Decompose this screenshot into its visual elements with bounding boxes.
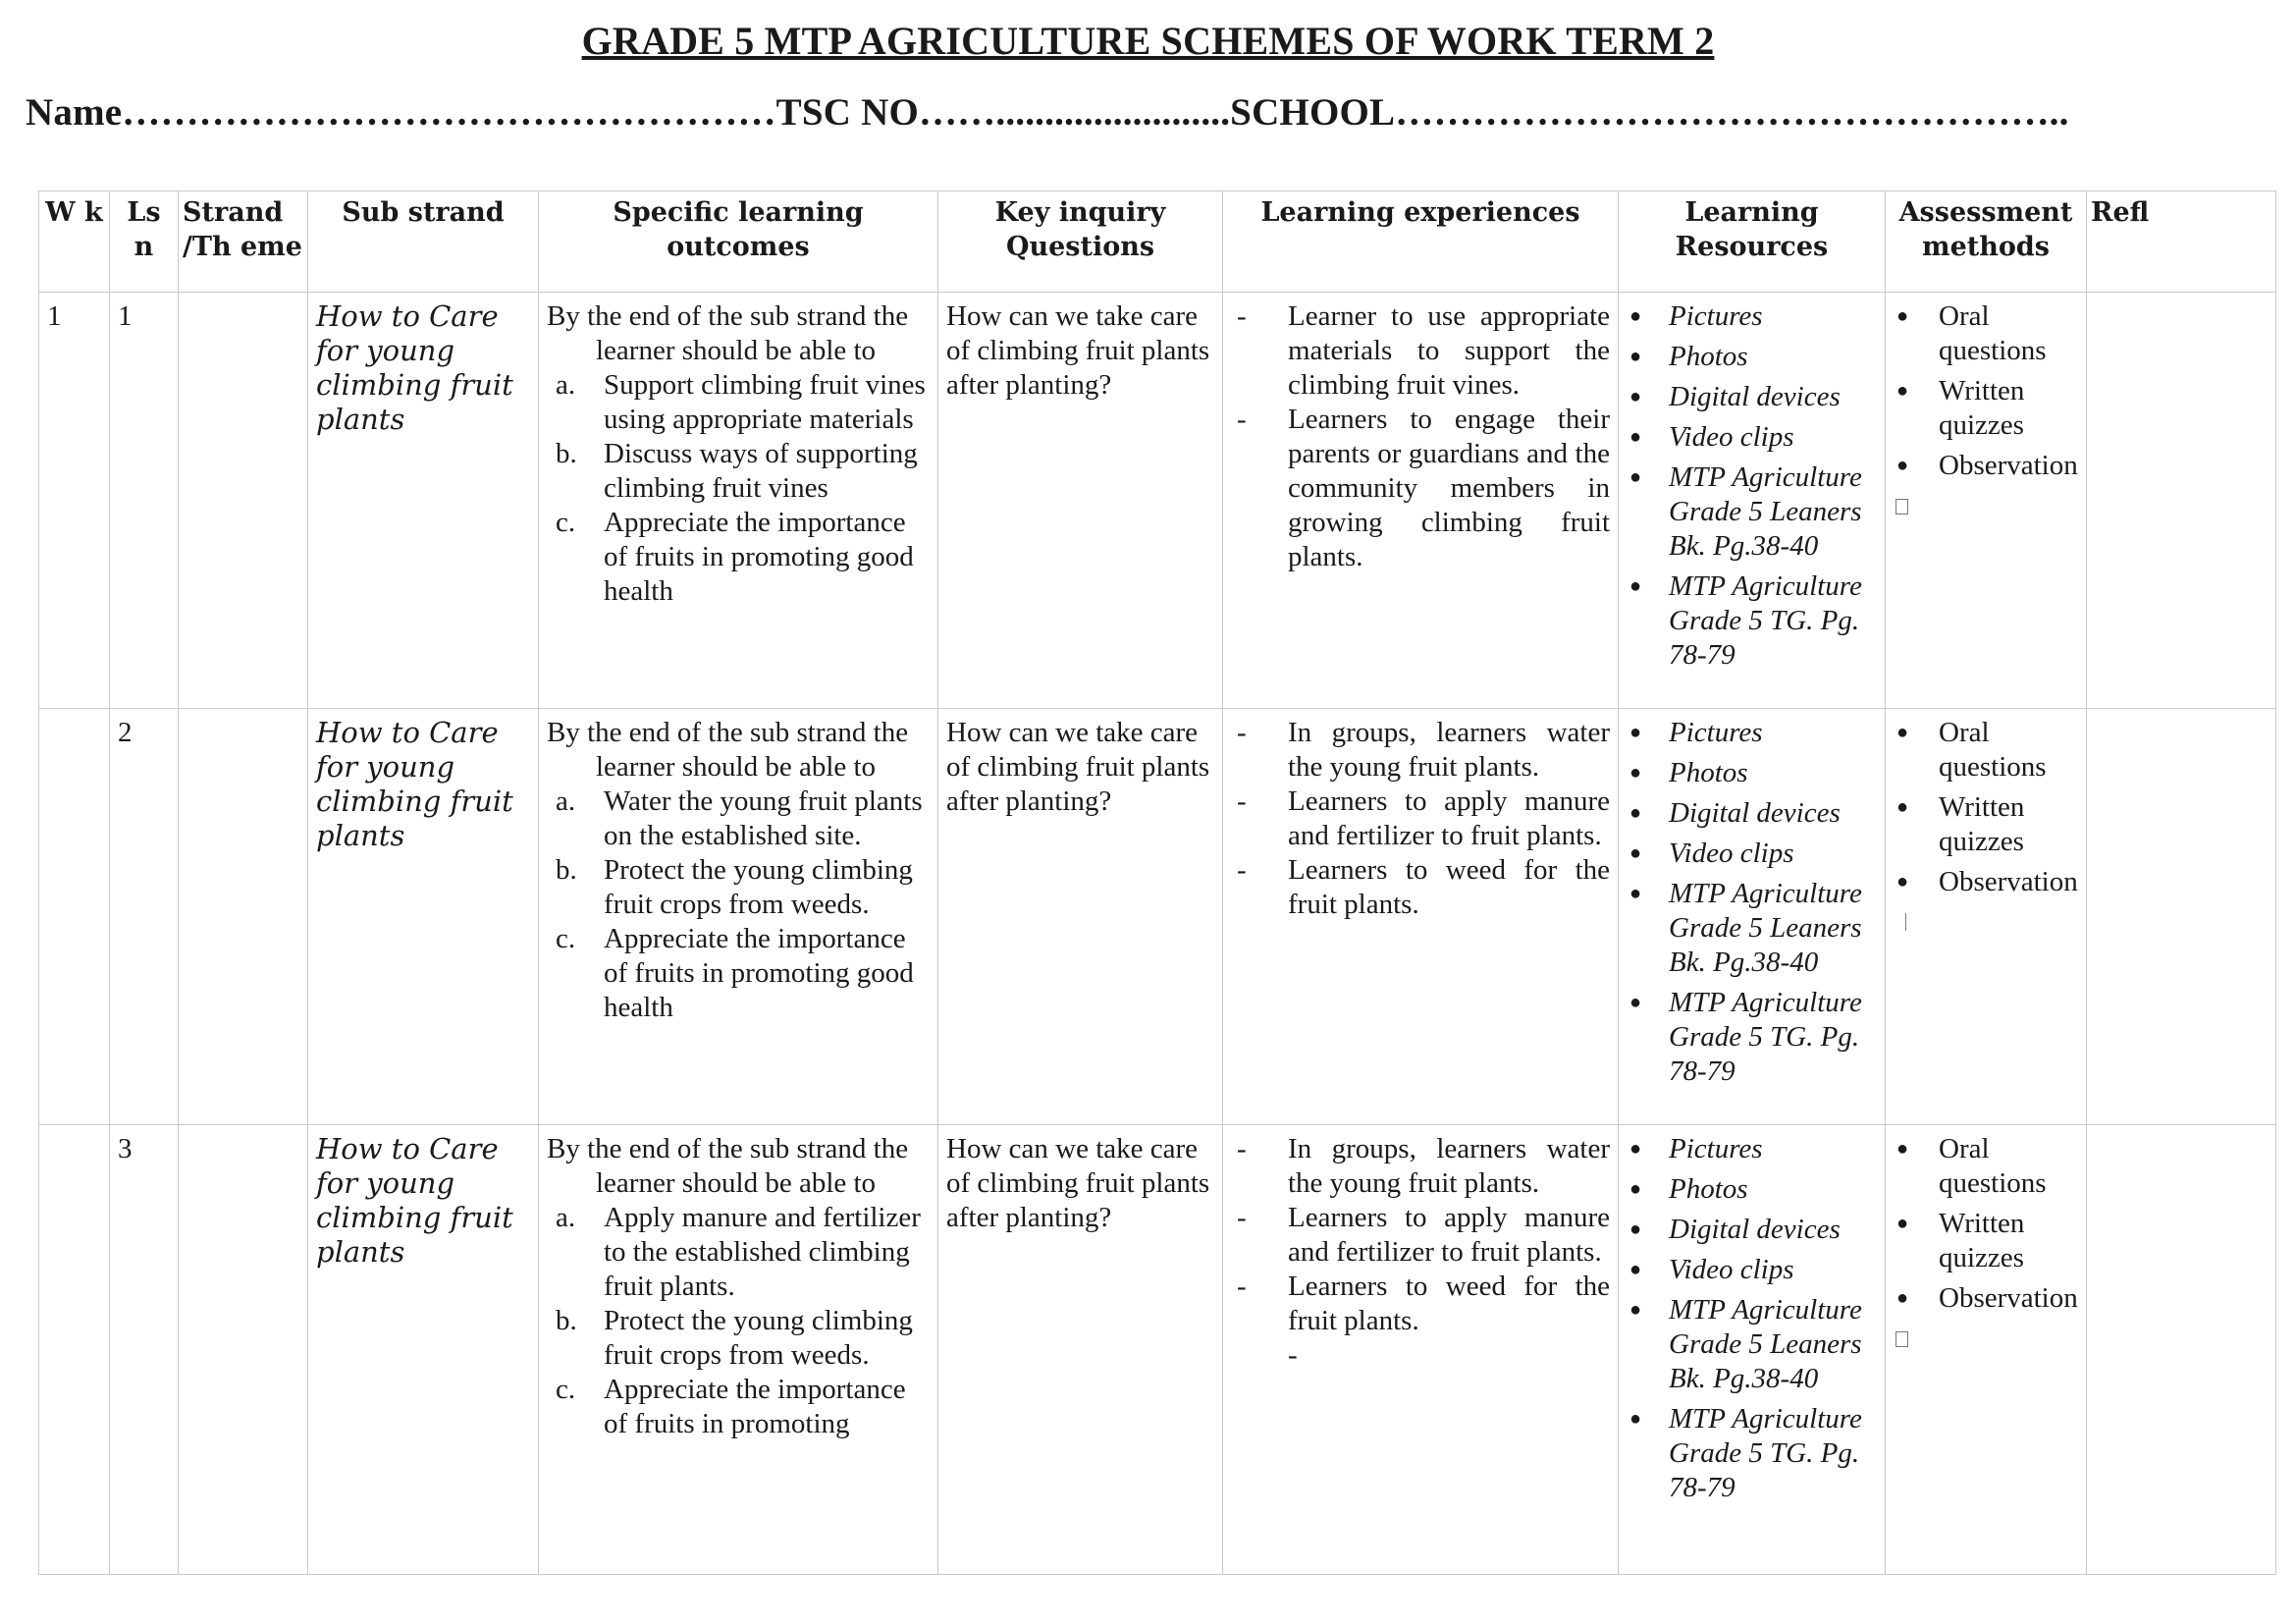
dash-marker: -: [1237, 404, 1247, 435]
resource-text: MTP Agriculture Grade 5 TG. Pg. 78-79: [1669, 570, 1862, 671]
page-title: GRADE 5 MTP AGRICULTURE SCHEMES OF WORK TERM 2: [581, 19, 1715, 63]
resource-text: Pictures: [1669, 717, 1763, 748]
assessment-item: [1894, 299, 2078, 368]
outcome-item: [547, 368, 930, 437]
header-sub-strand: Sub strand: [308, 191, 539, 293]
outcome-intro: By the end of the sub strand the learner should be able to: [547, 1133, 909, 1199]
header-strand: Strand /Th eme: [179, 191, 308, 293]
lesson-row: [39, 1125, 2276, 1575]
strand-cell: [179, 709, 308, 1125]
bullet-icon: ●: [1629, 1218, 1642, 1240]
checkbox-icon: [1896, 499, 1908, 514]
outcome-intro: By the end of the sub strand the learner should be able to: [547, 300, 909, 366]
header-reflection: Refl: [2087, 191, 2276, 293]
outcome-marker: c.: [556, 1374, 576, 1405]
assessment-item: [1894, 790, 2078, 859]
resource-item: [1627, 1132, 1877, 1166]
teacher-details-line: Name……………………………………………TSC NO……........................SCHOOL……………………………………………..: [26, 91, 2069, 134]
resource-text: Photos: [1669, 1173, 1748, 1205]
resource-text: MTP Agriculture Grade 5 TG. Pg. 78-79: [1669, 987, 1862, 1087]
bullet-icon: ●: [1629, 346, 1642, 367]
assessment-text: Written quizzes: [1939, 375, 2025, 441]
reflection-cell: [2087, 709, 2276, 1125]
outcome-text: Water the young fruit plants on the established site.: [604, 785, 923, 851]
experience-text: In groups, learners water the young fruit plants.: [1288, 1133, 1610, 1199]
empty-bullet-mark: [1894, 905, 2078, 940]
learning-resources-cell: [1619, 293, 1886, 709]
week-cell: 1: [39, 293, 110, 709]
assessment-text: Oral questions: [1939, 300, 2047, 366]
bullet-icon: ●: [1896, 1287, 1909, 1309]
bullet-icon: ●: [1896, 1138, 1909, 1160]
outcome-item: [547, 785, 930, 853]
lesson-cell: 1: [110, 293, 179, 709]
header-learning-resources: Learning Resources: [1619, 191, 1886, 293]
outcome-list: [547, 785, 930, 1025]
bullet-icon: ●: [1629, 1299, 1642, 1321]
bullet-icon: ●: [1629, 802, 1642, 824]
resource-text: MTP Agriculture Grade 5 Leaners Bk. Pg.38-40: [1669, 461, 1862, 562]
outcome-marker: a.: [556, 369, 576, 401]
outcome-list: [547, 1201, 930, 1441]
resource-text: Photos: [1669, 341, 1748, 372]
dash-marker: -: [1288, 1339, 1298, 1371]
assessment-text: Observation: [1939, 450, 2078, 481]
bullet-icon: ●: [1896, 871, 1909, 893]
empty-bullet-mark: [1894, 489, 2078, 523]
assessment-item: [1894, 449, 2078, 483]
outcome-text: Appreciate the importance of fruits in promoting good health: [604, 923, 914, 1023]
specific-outcomes-cell: [539, 1125, 938, 1575]
outcome-marker: a.: [556, 1202, 576, 1233]
outcome-text: Appreciate the importance of fruits in promoting: [604, 1374, 906, 1439]
resource-item: [1627, 1253, 1877, 1287]
learning-resources-cell: [1619, 709, 1886, 1125]
experience-item: [1231, 403, 1610, 574]
sub-strand-cell: How to Care for young climbing fruit plants: [308, 293, 539, 709]
resource-item: [1627, 1213, 1877, 1247]
assessment-methods-cell: [1886, 293, 2087, 709]
resource-item: [1627, 716, 1877, 750]
experience-list: [1231, 1132, 1610, 1373]
experience-item: [1231, 1132, 1610, 1201]
assessment-item: [1894, 716, 2078, 785]
experience-list: [1231, 716, 1610, 922]
resource-text: Video clips: [1669, 421, 1794, 453]
resource-list: [1627, 299, 1877, 673]
header-lesson: Ls n: [110, 191, 179, 293]
bullet-icon: ●: [1629, 1138, 1642, 1160]
experience-text: Learners to apply manure and fertilizer to fruit plants.: [1288, 1202, 1610, 1268]
outcome-marker: c.: [556, 923, 576, 954]
bullet-icon: ●: [1629, 1259, 1642, 1280]
experience-text: Learner to use appropriate materials to support the climbing fruit vines.: [1288, 300, 1610, 401]
lesson-row: [39, 709, 2276, 1125]
dash-marker: -: [1237, 854, 1247, 886]
outcome-list: [547, 368, 930, 609]
experience-item: [1231, 299, 1610, 403]
assessment-item: [1894, 865, 2078, 899]
experience-item: [1231, 1338, 1610, 1373]
bullet-icon: ●: [1896, 455, 1909, 476]
outcome-item: [547, 1304, 930, 1373]
assessment-text: Written quizzes: [1939, 1208, 2025, 1273]
specific-outcomes-cell: [539, 293, 938, 709]
assessment-item: [1894, 1207, 2078, 1275]
bar-mark-icon: [1905, 913, 1906, 931]
dash-marker: -: [1237, 1202, 1247, 1233]
outcome-item: [547, 437, 930, 506]
assessment-methods-cell: [1886, 1125, 2087, 1575]
experience-text: Learners to apply manure and fertilizer to fruit plants.: [1288, 785, 1610, 851]
learning-experiences-cell: [1223, 1125, 1619, 1575]
outcome-item: [547, 1373, 930, 1441]
outcome-item: [547, 506, 930, 609]
resource-list: [1627, 1132, 1877, 1505]
key-inquiry-cell: How can we take care of climbing fruit plants after planting?: [938, 709, 1223, 1125]
assessment-text: Observation: [1939, 1282, 2078, 1314]
resource-item: [1627, 837, 1877, 871]
outcome-marker: a.: [556, 785, 576, 817]
bullet-icon: ●: [1629, 1408, 1642, 1430]
experience-item: [1231, 1270, 1610, 1338]
resource-item: [1627, 380, 1877, 414]
resource-item: [1627, 986, 1877, 1089]
assessment-methods-cell: [1886, 709, 2087, 1125]
assessment-text: Oral questions: [1939, 1133, 2047, 1199]
resource-item: [1627, 420, 1877, 455]
outcome-text: Discuss ways of supporting climbing fruit vines: [604, 438, 918, 504]
bullet-icon: ●: [1629, 305, 1642, 327]
lesson-cell: 2: [110, 709, 179, 1125]
outcome-text: Appreciate the importance of fruits in promoting good health: [604, 507, 914, 607]
outcome-marker: c.: [556, 507, 576, 538]
assessment-item: [1894, 1132, 2078, 1201]
sub-strand-cell: How to Care for young climbing fruit plants: [308, 709, 539, 1125]
bullet-icon: ●: [1896, 380, 1909, 402]
outcome-item: [547, 1201, 930, 1304]
outcome-item: [547, 853, 930, 922]
outcome-item: [547, 922, 930, 1025]
resource-text: Digital devices: [1669, 797, 1841, 829]
checkbox-icon: [1896, 1331, 1908, 1347]
resource-text: MTP Agriculture Grade 5 Leaners Bk. Pg.38-40: [1669, 878, 1862, 978]
experience-list: [1231, 299, 1610, 574]
reflection-cell: [2087, 293, 2276, 709]
resource-item: [1627, 1402, 1877, 1505]
resource-text: Digital devices: [1669, 1214, 1841, 1245]
header-row: [39, 191, 2276, 293]
resource-item: [1627, 1172, 1877, 1207]
dash-marker: -: [1237, 717, 1247, 748]
bullet-icon: ●: [1629, 762, 1642, 784]
experience-item: [1231, 853, 1610, 922]
bullet-icon: ●: [1629, 883, 1642, 904]
experience-text: Learners to weed for the fruit plants.: [1288, 1271, 1610, 1336]
week-cell: [39, 709, 110, 1125]
resource-item: [1627, 460, 1877, 564]
sub-strand-cell: How to Care for young climbing fruit plants: [308, 1125, 539, 1575]
experience-text: In groups, learners water the young fruit plants.: [1288, 717, 1610, 783]
outcome-text: Support climbing fruit vines using appropriate materials: [604, 369, 926, 435]
specific-outcomes-cell: [539, 709, 938, 1125]
resource-text: Video clips: [1669, 1254, 1794, 1285]
outcome-marker: b.: [556, 854, 577, 886]
assessment-list: [1894, 716, 2078, 940]
assessment-text: Observation: [1939, 866, 2078, 897]
empty-bullet-mark: [1894, 1322, 2078, 1356]
resource-text: Pictures: [1669, 1133, 1763, 1164]
lesson-cell: 3: [110, 1125, 179, 1575]
header-learning-experiences: Learning experiences: [1223, 191, 1619, 293]
experience-item: [1231, 716, 1610, 785]
dash-marker: -: [1237, 300, 1247, 332]
outcome-intro: By the end of the sub strand the learner should be able to: [547, 717, 909, 783]
bullet-icon: ●: [1629, 466, 1642, 488]
resource-item: [1627, 756, 1877, 790]
learning-experiences-cell: [1223, 709, 1619, 1125]
resource-text: Digital devices: [1669, 381, 1841, 412]
resource-item: [1627, 1293, 1877, 1396]
resource-item: [1627, 569, 1877, 673]
lesson-row: [39, 293, 2276, 709]
resource-item: [1627, 299, 1877, 334]
learning-resources-cell: [1619, 1125, 1886, 1575]
assessment-list: [1894, 1132, 2078, 1356]
experience-item: [1231, 785, 1610, 853]
week-cell: [39, 1125, 110, 1575]
resource-list: [1627, 716, 1877, 1089]
header-week: W k: [39, 191, 110, 293]
dash-marker: -: [1237, 785, 1247, 817]
outcome-marker: b.: [556, 1305, 577, 1336]
bullet-icon: ●: [1629, 842, 1642, 864]
strand-cell: [179, 1125, 308, 1575]
resource-text: MTP Agriculture Grade 5 TG. Pg. 78-79: [1669, 1403, 1862, 1503]
assessment-item: [1894, 374, 2078, 443]
assessment-item: [1894, 1281, 2078, 1316]
resource-text: MTP Agriculture Grade 5 Leaners Bk. Pg.38-40: [1669, 1294, 1862, 1394]
outcome-text: Protect the young climbing fruit crops from weeds.: [604, 1305, 913, 1371]
bullet-icon: ●: [1629, 426, 1642, 448]
bullet-icon: ●: [1896, 796, 1909, 818]
resource-item: [1627, 796, 1877, 831]
outcome-text: Protect the young climbing fruit crops from weeds.: [604, 854, 913, 920]
assessment-text: Oral questions: [1939, 717, 2047, 783]
dash-marker: -: [1237, 1271, 1247, 1302]
key-inquiry-cell: How can we take care of climbing fruit plants after planting?: [938, 293, 1223, 709]
experience-text: Learners to engage their parents or guardians and the community members in growing climbing fruit plants.: [1288, 404, 1610, 572]
strand-cell: [179, 293, 308, 709]
outcome-marker: b.: [556, 438, 577, 469]
header-specific-outcomes: Specific learning outcomes: [539, 191, 938, 293]
bullet-icon: ●: [1896, 1213, 1909, 1234]
experience-text: Learners to weed for the fruit plants.: [1288, 854, 1610, 920]
bullet-icon: ●: [1896, 305, 1909, 327]
resource-text: Pictures: [1669, 300, 1763, 332]
bullet-icon: ●: [1629, 575, 1642, 597]
schemes-of-work-table: [38, 190, 2276, 1575]
resource-text: Video clips: [1669, 838, 1794, 869]
header-key-inquiry: Key inquiry Questions: [938, 191, 1223, 293]
assessment-list: [1894, 299, 2078, 523]
bullet-icon: ●: [1896, 722, 1909, 743]
resource-item: [1627, 340, 1877, 374]
experience-item: [1231, 1201, 1610, 1270]
header-assessment-methods: Assessment methods: [1886, 191, 2087, 293]
resource-text: Photos: [1669, 757, 1748, 788]
bullet-icon: ●: [1629, 1178, 1642, 1200]
assessment-text: Written quizzes: [1939, 791, 2025, 857]
bullet-icon: ●: [1629, 722, 1642, 743]
bullet-icon: ●: [1629, 386, 1642, 407]
learning-experiences-cell: [1223, 293, 1619, 709]
resource-item: [1627, 877, 1877, 980]
dash-marker: -: [1237, 1133, 1247, 1164]
bullet-icon: ●: [1629, 992, 1642, 1013]
key-inquiry-cell: How can we take care of climbing fruit plants after planting?: [938, 1125, 1223, 1575]
outcome-text: Apply manure and fertilizer to the established climbing fruit plants.: [604, 1202, 921, 1302]
reflection-cell: [2087, 1125, 2276, 1575]
